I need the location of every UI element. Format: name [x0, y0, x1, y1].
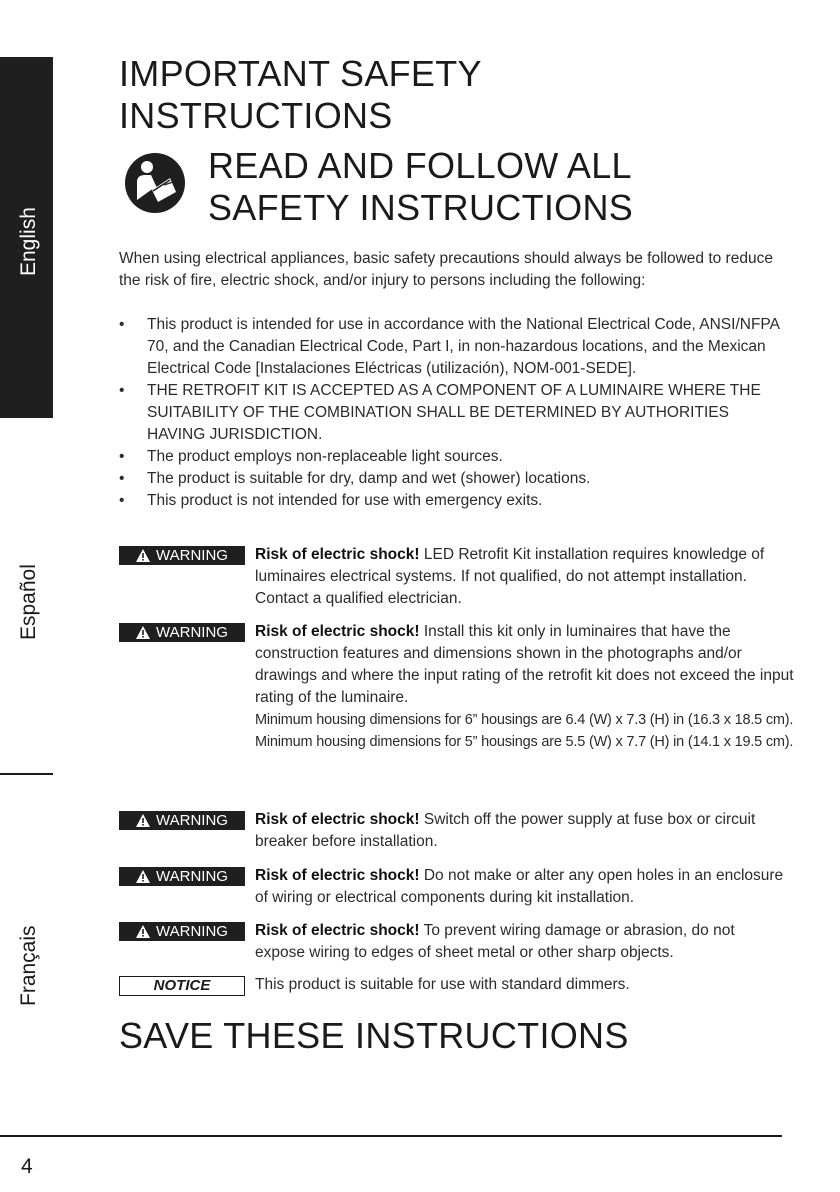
warning-label: WARNING [156, 547, 228, 564]
risk-label: Risk of electric shock! [255, 922, 420, 939]
risk-label: Risk of electric shock! [255, 867, 420, 884]
warning-body: Do not make or alter any open holes in an enclosure of wiring or electrical components during kit installation. [255, 867, 784, 906]
warning-text [255, 544, 785, 610]
warning-badge [119, 922, 245, 941]
bullet-item: • This product is intended for use in accordance with the National Electrical Code, ANSI/NFPA 70, and the Canadian Electrical Code, Part I, in non-hazardous locations, and the Mexican Electrical Code [Instalaciones Eléctricas (utilización), NOM-001-SEDE]. [119, 314, 791, 380]
warning-badge [119, 623, 245, 642]
warning-badge [119, 811, 245, 830]
page-number: 4 [21, 1155, 33, 1178]
subtitle-line-2: SAFETY INSTRUCTIONS [208, 187, 634, 228]
warning-triangle-icon [136, 925, 150, 938]
subtitle-line-1: READ AND FOLLOW ALL [208, 145, 632, 186]
housing-dimensions-6in: Minimum housing dimensions for 6” housings are 6.4 (W) x 7.3 (H) in (16.3 x 18.5 cm). [255, 712, 794, 728]
warning-badge [119, 867, 245, 886]
notice-badge: NOTICE [119, 976, 245, 996]
warning-text [255, 621, 795, 753]
intro-paragraph: When using electrical appliances, basic safety precautions should always be followed to reduce the risk of fire, electric shock, and/or injury to persons including the following: [119, 250, 773, 289]
risk-label: Risk of electric shock! [255, 623, 420, 640]
read-manual-icon [124, 152, 186, 214]
warning-triangle-icon [136, 814, 150, 827]
notice-text: This product is suitable for use with standard dimmers. [255, 976, 630, 993]
warning-text [255, 920, 785, 964]
warning-triangle-icon [136, 870, 150, 883]
warning-body: LED Retrofit Kit installation requires knowledge of luminaires electrical systems. If not qualified, do not attempt installation. Contact a qualified electrician. [255, 546, 765, 607]
bullet-item: • THE RETROFIT KIT IS ACCEPTED AS A COMPONENT OF A LUMINAIRE WHERE THE SUITABILITY OF THE COMBINATION SHALL BE DETERMINED BY AUTHORITIES HAVING JURISDICTION. [119, 380, 791, 446]
side-divider [0, 773, 53, 775]
save-instructions-heading: SAVE THESE INSTRUCTIONS [119, 1015, 629, 1056]
warning-label: WARNING [156, 868, 228, 885]
warning-label: WARNING [156, 923, 228, 940]
page-title [119, 53, 482, 137]
warning-body: Switch off the power supply at fuse box or circuit breaker before installation. [255, 811, 756, 850]
language-tab-english[interactable]: English [17, 207, 40, 276]
warning-label: WARNING [156, 812, 228, 829]
warning-triangle-icon [136, 549, 150, 562]
footer-divider [0, 1135, 782, 1137]
language-tab-espanol[interactable]: Español [17, 564, 40, 640]
language-tab-francais[interactable]: Français [17, 925, 40, 1006]
bullet-item: • The product is suitable for dry, damp and wet (shower) locations. [119, 468, 791, 490]
housing-dimensions-5in: Minimum housing dimensions for 5” housings are 5.5 (W) x 7.7 (H) in (14.1 x 19.5 cm). [255, 734, 794, 750]
bullet-item: • The product employs non-replaceable light sources. [119, 446, 791, 468]
bullet-item: • This product is not intended for use with emergency exits. [119, 490, 791, 512]
read-follow-heading [208, 145, 633, 229]
warning-text [255, 865, 785, 909]
warning-label: WARNING [156, 624, 228, 641]
title-line-1: IMPORTANT SAFETY [119, 53, 482, 94]
title-line-2: INSTRUCTIONS [119, 95, 393, 136]
warning-text [255, 809, 785, 853]
risk-label: Risk of electric shock! [255, 811, 420, 828]
warning-body: Install this kit only in luminaires that have the construction features and dimensions shown in the photographs and/or drawings and where the input rating of the retrofit kit does not exceed the input rating of the luminaire. [255, 623, 794, 706]
warning-badge [119, 546, 245, 565]
warning-triangle-icon [136, 626, 150, 639]
warning-body: To prevent wiring damage or abrasion, do not expose wiring to edges of sheet metal or other sharp objects. [255, 922, 735, 961]
safety-bullet-list [119, 314, 791, 512]
risk-label: Risk of electric shock! [255, 546, 420, 563]
